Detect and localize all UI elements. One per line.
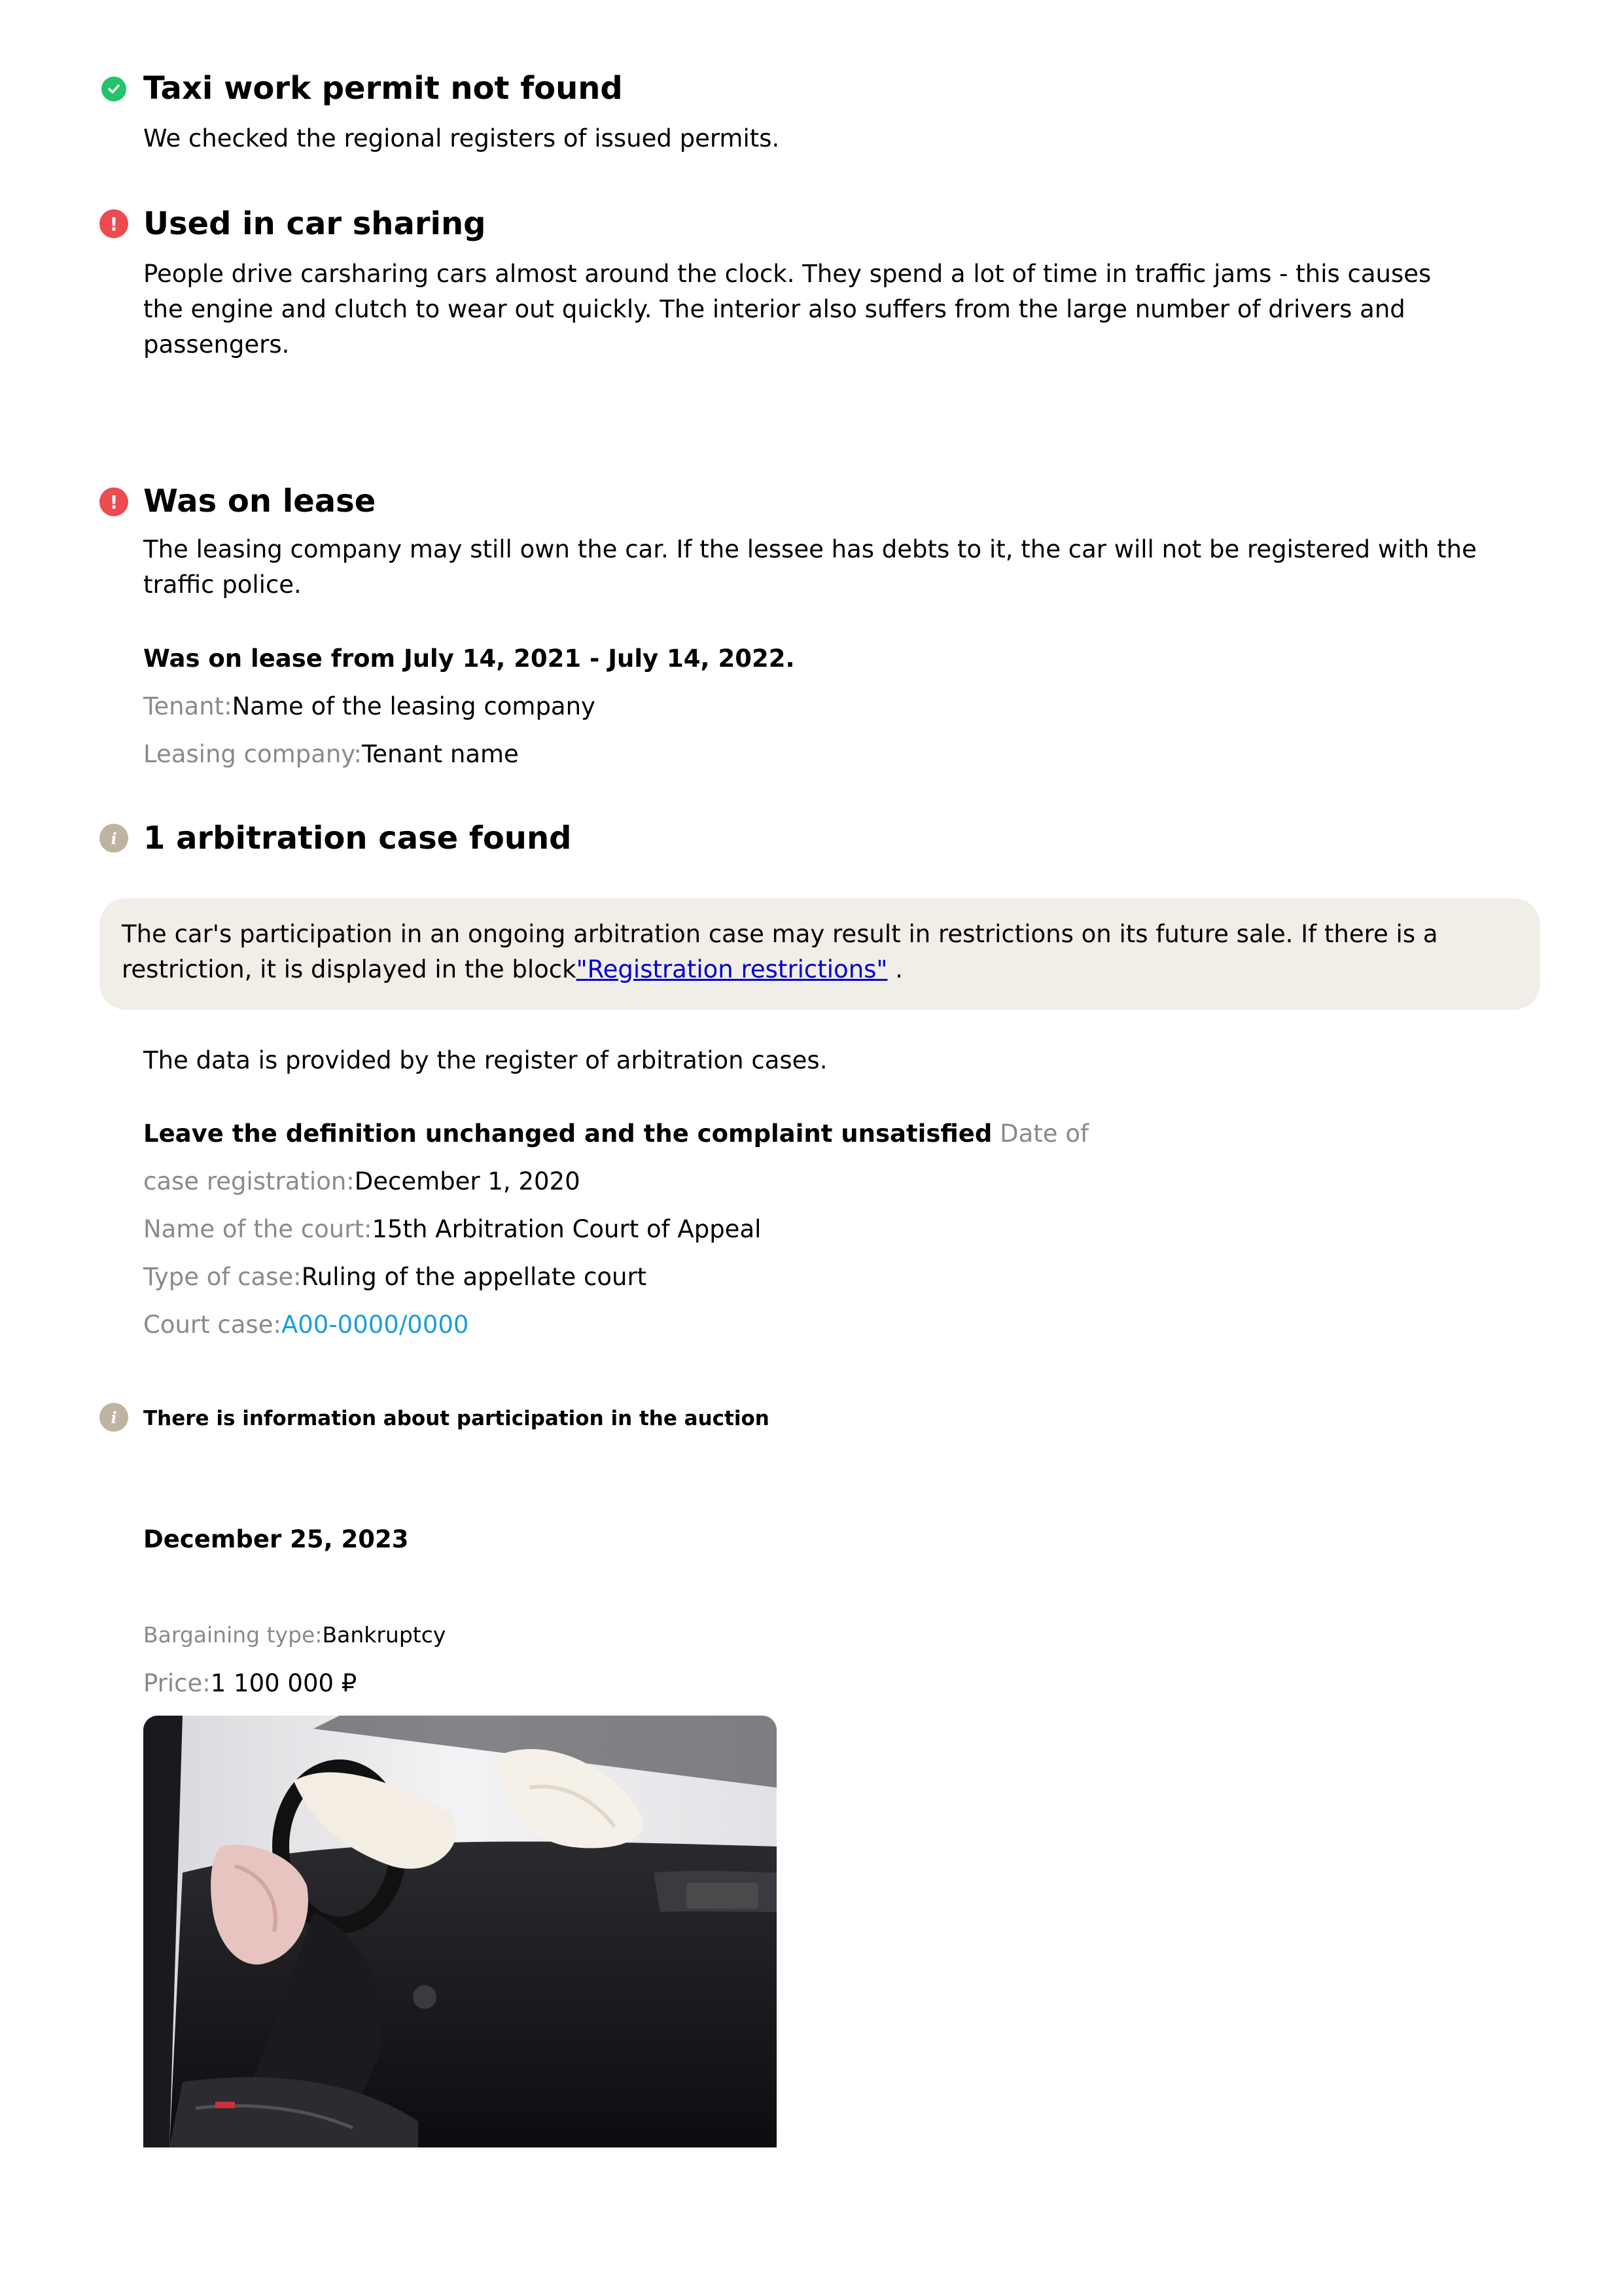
exclamation-circle-icon: ! [99, 209, 128, 238]
check-circle-icon [101, 77, 126, 101]
court-case-label: Court case: [143, 1311, 281, 1339]
carsharing-title: Used in car sharing [143, 205, 486, 242]
case-type-value: Ruling of the appellate court [301, 1263, 647, 1291]
info-circle-icon: i [99, 824, 128, 853]
tenant-label: Tenant: [143, 692, 232, 720]
bargaining-type-value: Bankruptcy [322, 1622, 446, 1648]
company-value: Tenant name [361, 740, 519, 768]
price-label: Price: [143, 1669, 211, 1697]
arbitration-callout [99, 898, 1540, 1010]
arbitration-type-row [143, 1260, 1478, 1295]
reg-date-label-1: Date of [1000, 1120, 1089, 1148]
lease-title: Was on lease [143, 483, 376, 520]
arbitration-case-row [143, 1307, 1478, 1343]
info-circle-icon: i [99, 1403, 128, 1432]
bargaining-type-label: Bargaining type: [143, 1622, 323, 1648]
auction-title: There is information about participation in the auction [143, 1407, 769, 1430]
registration-restrictions-link[interactable]: "Registration restrictions" [576, 955, 888, 983]
case-type-label: Type of case: [143, 1263, 302, 1291]
callout-text: The car's participation in an ongoing arbitration case may result in restrictions on its future sale. If there is a restriction, it is displayed in the block [122, 920, 1438, 983]
arbitration-source: The data is provided by the register of arbitration cases. [143, 1046, 828, 1074]
auction-type-row [143, 1617, 1478, 1653]
arbitration-title: 1 arbitration case found [143, 820, 572, 857]
tenant-value: Name of the leasing company [232, 692, 595, 720]
reg-date-value: December 1, 2020 [354, 1167, 580, 1195]
callout-end: . [887, 955, 903, 983]
carsharing-text: People drive carsharing cars almost around the clock. They spend a lot of time in traffic jams - this causes the engine and clutch to wear out quickly. The interior also suffers from the large number of drivers and passengers. [143, 260, 1432, 359]
auction-date: December 25, 2023 [143, 1525, 409, 1553]
reg-date-label-2: case registration: [143, 1167, 355, 1195]
decision-text: Leave the definition unchanged and the complaint unsatisfied [143, 1120, 993, 1148]
arbitration-regdate-row [143, 1164, 1478, 1199]
company-label: Leasing company: [143, 740, 362, 768]
lease-company-row [143, 737, 1478, 772]
court-value: 15th Arbitration Court of Appeal [372, 1215, 762, 1243]
damaged-car-interior-photo [143, 1716, 777, 2147]
auction-price-row [143, 1666, 1478, 1701]
arbitration-decision-row [143, 1116, 1478, 1152]
lease-period: Was on lease from July 14, 2021 - July 14, 2022. [143, 645, 795, 673]
exclamation-circle-icon: ! [99, 487, 128, 516]
price-value: 1 100 000 ₽ [210, 1669, 357, 1697]
taxi-title: Taxi work permit not found [143, 70, 623, 107]
taxi-text: We checked the regional registers of issued permits. [143, 124, 780, 152]
court-case-link[interactable]: A00-0000/0000 [281, 1311, 469, 1339]
lease-text: The leasing company may still own the car. If the lessee has debts to it, the car will not be registered with the traffic police. [143, 535, 1477, 599]
arbitration-court-row [143, 1212, 1478, 1247]
lease-tenant-row [143, 689, 1478, 724]
court-label: Name of the court: [143, 1215, 372, 1243]
